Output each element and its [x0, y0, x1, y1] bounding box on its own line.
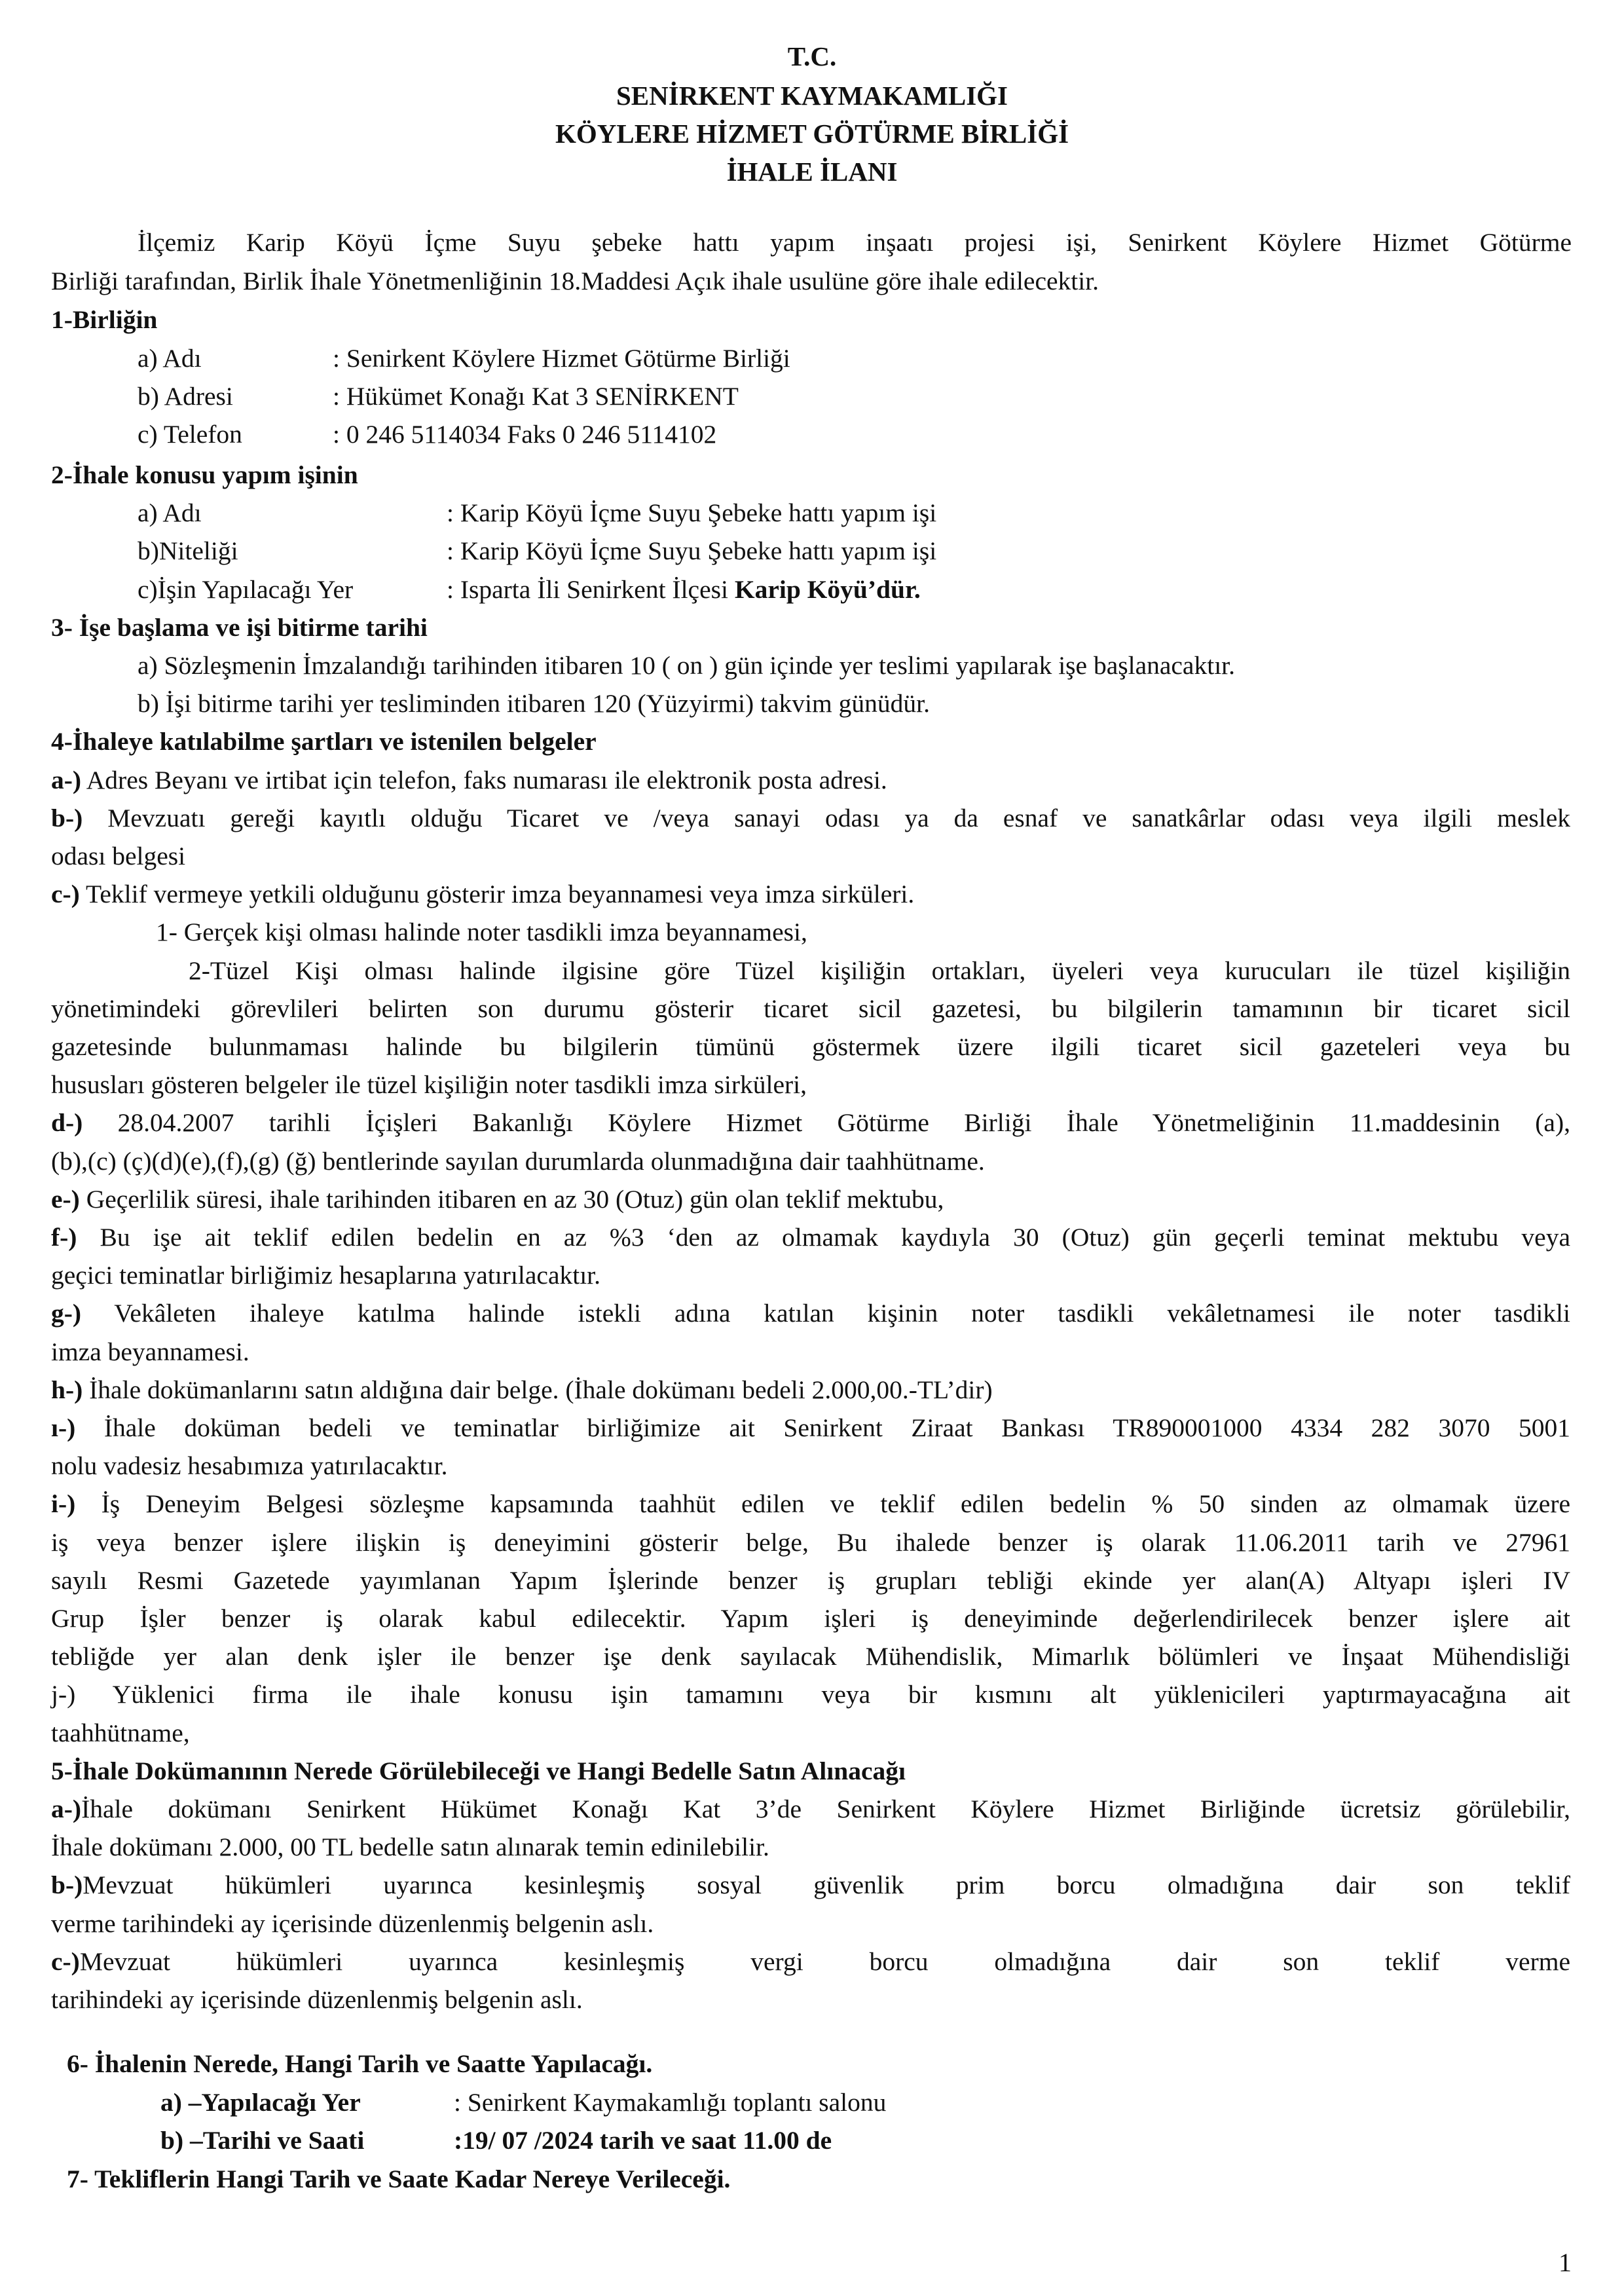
section-2-b-value: : Karip Köyü İçme Suyu Şebeke hattı yapım işi	[447, 536, 937, 565]
section-5-item-c-line-1	[51, 1945, 1570, 1978]
header-ihale-ilani: İHALE İLANI	[726, 157, 898, 187]
section-4-i2-label: i-)	[51, 1489, 76, 1518]
section-4-item-c	[51, 878, 1570, 910]
section-4-item-d-line-1	[51, 1106, 1570, 1139]
section-4-h-label: h-)	[51, 1375, 83, 1404]
section-4-g-text-1: Vekâleten ihaleye katılma halinde istekli adına katılan kişinin noter tasdikli vekâletnamesi ile noter tasdikli	[114, 1299, 1570, 1328]
section-1-item-a	[138, 342, 1513, 375]
section-4-a-text: Adres Beyanı ve irtibat için telefon, faks numarası ile elektronik posta adresi.	[86, 766, 887, 794]
section-3-heading: 3- İşe başlama ve işi bitirme tarihi	[51, 613, 428, 642]
section-4-i1-text-1: İhale doküman bedeli ve teminatlar birliğimize ait Senirkent Ziraat Bankası TR890001000 4334 282 3070 5001	[103, 1413, 1571, 1442]
section-4-e-label: e-)	[51, 1185, 80, 1214]
section-6-item-b	[160, 2124, 1536, 2157]
section-5-item-a-line-2: İhale dokümanı 2.000, 00 TL bedelle satın alınarak temin edinilebilir.	[51, 1833, 769, 1861]
section-5-item-b-line-2: verme tarihindeki ay içerisinde düzenlenmiş belgenin aslı.	[51, 1909, 654, 1938]
section-4-c-sub-2-line-1: 2-Tüzel Kişi olması halinde ilgisine göre Tüzel kişiliğin ortakları, üyeleri veya kurucuları ile tüzel kişiliğin	[189, 956, 1570, 985]
section-4-item-j-line-1: j-) Yüklenici firma ile ihale konusu işin tamamını veya bir kısmını alt yüklenicileri yaptırmayacağına ait	[51, 1680, 1570, 1709]
section-2-item-c	[138, 573, 1513, 606]
section-5-item-b-line-1	[51, 1869, 1570, 1901]
intro-line-2: Birliği tarafından, Birlik İhale Yönetmenliğinin 18.Maddesi Açık ihale usulüne göre ihale edilecektir.	[51, 267, 1099, 295]
section-4-item-b-line-1	[51, 802, 1570, 834]
section-5-c-label: c-)	[51, 1947, 80, 1976]
section-4-heading: 4-İhaleye katılabilme şartları ve istenilen belgeler	[51, 727, 597, 756]
section-6-b-label: b) –Tarihi ve Saati	[160, 2126, 365, 2155]
section-6-a-label: a) –Yapılacağı Yer	[160, 2088, 361, 2117]
section-7-heading: 7- Tekliflerin Hangi Tarih ve Saate Kadar Nereye Verileceği.	[67, 2165, 731, 2193]
section-5-item-c-line-2: tarihindeki ay içerisinde düzenlenmiş belgenin aslı.	[51, 1985, 583, 2014]
section-2-c-label: c)İşin Yapılacağı Yer	[138, 575, 354, 604]
section-4-item-g-line-2: imza beyannamesi.	[51, 1337, 249, 1366]
section-1-a-label: a) Adı	[138, 344, 202, 373]
section-2-c-value-bold: Karip Köyü’dür.	[734, 575, 921, 604]
header-birlik: KÖYLERE HİZMET GÖTÜRME BİRLİĞİ	[555, 119, 1069, 149]
page-number: 1	[1559, 2248, 1572, 2277]
section-4-g-label: g-)	[51, 1299, 82, 1328]
section-6-item-a	[160, 2086, 1536, 2119]
section-2-heading: 2-İhale konusu yapım işinin	[51, 460, 358, 489]
section-4-item-i2-line-3: sayılı Resmi Gazetede yayımlanan Yapım İşlerinde benzer iş grupları tebliği ekinde yer alan(A) Altyapı işleri IV	[51, 1566, 1570, 1595]
section-1-item-b	[138, 380, 1513, 413]
section-4-item-i1-line-1	[51, 1411, 1570, 1444]
section-2-item-a	[138, 496, 1513, 529]
section-5-item-a-line-1	[51, 1793, 1570, 1825]
section-4-f-text-1: Bu işe ait teklif edilen bedelin en az %3 ‘den az olmamak kaydıyla 30 (Otuz) gün geçerli teminat mektubu veya	[100, 1223, 1570, 1252]
section-1-heading: 1-Birliğin	[51, 305, 158, 334]
section-4-item-i2-line-4: Grup İşler benzer iş olarak kabul edilecektir. Yapım işleri iş deneyiminde değerlendirilecek benzer işlere ait	[51, 1604, 1570, 1633]
header-tc: T.C.	[787, 41, 837, 71]
section-5-a-label: a-)	[51, 1795, 82, 1823]
section-4-item-a	[51, 764, 1570, 796]
section-4-item-i2-line-5: tebliğde yer alan denk işler ile benzer işe denk sayılacak Mühendislik, Mimarlık bölümleri ve İnşaat Mühendisliği	[51, 1642, 1570, 1671]
section-4-c-sub-2-line-2: yönetimindeki görevlileri belirten son durumu gösterir ticaret sicil gazetesi, bu bilgilerin tamamının bir ticaret sicil	[51, 994, 1570, 1023]
section-6-a-value: : Senirkent Kaymakamlığı toplantı salonu	[454, 2088, 887, 2117]
section-4-item-f-line-2: geçici teminatlar birliğimiz hesaplarına yatırılacaktır.	[51, 1261, 601, 1290]
header-kaymakamlik: SENİRKENT KAYMAKAMLIĞI	[616, 81, 1008, 111]
section-4-b-text-1: Mevzuatı gereği kayıtlı olduğu Ticaret ve /veya sanayi odası ya da esnaf ve sanatkârlar odası veya ilgili meslek	[107, 804, 1570, 832]
section-4-b-label: b-)	[51, 804, 83, 832]
section-1-a-value: : Senirkent Köylere Hizmet Götürme Birliği	[333, 344, 790, 373]
section-1-b-value: : Hükümet Konağı Kat 3 SENİRKENT	[333, 382, 739, 411]
section-4-c-sub-2-line-4: hususları gösteren belgeler ile tüzel kişiliğin noter tasdikli imza sirküleri,	[51, 1070, 807, 1099]
section-2-b-label: b)Niteliği	[138, 536, 238, 565]
section-4-item-f-line-1	[51, 1221, 1570, 1254]
section-2-a-value: : Karip Köyü İçme Suyu Şebeke hattı yapım işi	[447, 498, 937, 527]
section-4-item-j-line-2: taahhütname,	[51, 1719, 190, 1747]
section-4-h-text: İhale dokümanlarını satın aldığına dair belge. (İhale dokümanı bedeli 2.000,00.-TL’dir)	[89, 1375, 993, 1404]
section-1-c-label: c) Telefon	[138, 420, 242, 449]
section-4-i1-label: ı-)	[51, 1413, 76, 1442]
section-5-b-label: b-)	[51, 1870, 83, 1899]
section-4-item-d-line-2: (b),(c) (ç)(d)(e),(f),(g) (ğ) bentlerinde sayılan durumlarda olunmadığına dair taahhütname.	[51, 1147, 985, 1176]
section-3-item-a: a) Sözleşmenin İmzalandığı tarihinden itibaren 10 ( on ) gün içinde yer teslimi yapılarak işe başlanacaktır.	[138, 651, 1236, 680]
section-2-c-value: : Isparta İli Senirkent İlçesi	[447, 575, 728, 604]
section-1-c-value: : 0 246 5114034 Faks 0 246 5114102	[333, 420, 717, 449]
section-4-item-e	[51, 1183, 1570, 1216]
section-1-item-c	[138, 418, 1513, 451]
section-4-item-i2-line-1	[51, 1487, 1570, 1520]
section-4-item-i2-line-2: iş veya benzer işlere ilişkin iş deneyimini gösterir belge, Bu ihalede benzer iş olarak 11.06.2011 tarih ve 27961	[51, 1528, 1570, 1557]
section-2-item-b	[138, 534, 1513, 567]
section-4-c-sub-1: 1- Gerçek kişi olması halinde noter tasdikli imza beyannamesi,	[156, 918, 807, 946]
section-4-item-h	[51, 1373, 1570, 1406]
section-5-b-text-1: Mevzuat hükümleri uyarınca kesinleşmiş sosyal güvenlik prim borcu olmadığına dair son teklif	[83, 1870, 1570, 1899]
section-4-f-label: f-)	[51, 1223, 77, 1252]
section-6-heading: 6- İhalenin Nerede, Hangi Tarih ve Saatte Yapılacağı.	[67, 2049, 653, 2078]
section-4-i2-text-1: İş Deneyim Belgesi sözleşme kapsamında taahhüt edilen ve teklif edilen bedelin % 50 sinden az olmamak üzere	[101, 1489, 1571, 1518]
section-1-b-label: b) Adresi	[138, 382, 233, 411]
section-4-c-label: c-)	[51, 880, 80, 908]
section-5-heading: 5-İhale Dokümanının Nerede Görülebileceği ve Hangi Bedelle Satın Alınacağı	[51, 1757, 906, 1785]
section-4-c-text: Teklif vermeye yetkili olduğunu gösterir imza beyannamesi veya imza sirküleri.	[86, 880, 915, 908]
section-4-e-text: Geçerlilik süresi, ihale tarihinden itibaren en az 30 (Otuz) gün olan teklif mektubu,	[86, 1185, 944, 1214]
section-4-c-sub-2-line-3: gazetesinde bulunmaması halinde bu bilgilerin tümünü göstermek üzere ilgili ticaret sicil gazeteleri veya bu	[51, 1032, 1570, 1061]
section-5-c-text-1: Mevzuat hükümleri uyarınca kesinleşmiş vergi borcu olmadığına dair son teklif verme	[79, 1947, 1570, 1976]
section-5-a-text-1: İhale dokümanı Senirkent Hükümet Konağı Kat 3’de Senirkent Köylere Hizmet Birliğinde ücretsiz görülebilir,	[81, 1795, 1570, 1823]
section-4-item-i1-line-2: nolu vadesiz hesabımıza yatırılacaktır.	[51, 1451, 448, 1480]
section-3-item-b: b) İşi bitirme tarihi yer tesliminden itibaren 120 (Yüzyirmi) takvim günüdür.	[138, 689, 930, 718]
section-6-b-value: :19/ 07 /2024 tarih ve saat 11.00 de	[454, 2126, 832, 2155]
section-2-a-label: a) Adı	[138, 498, 202, 527]
intro-line-1: İlçemiz Karip Köyü İçme Suyu şebeke hattı yapım inşaatı projesi işi, Senirkent Köylere Hizmet Götürme	[138, 228, 1572, 257]
section-4-d-text-1: 28.04.2007 tarihli İçişleri Bakanlığı Köylere Hizmet Götürme Birliği İhale Yönetmeliğinin 11.maddesinin (a),	[117, 1108, 1570, 1137]
section-4-item-g-line-1	[51, 1297, 1570, 1330]
section-4-item-b-line-2: odası belgesi	[51, 842, 186, 870]
section-4-a-label: a-)	[51, 766, 82, 794]
section-4-d-label: d-)	[51, 1108, 83, 1137]
